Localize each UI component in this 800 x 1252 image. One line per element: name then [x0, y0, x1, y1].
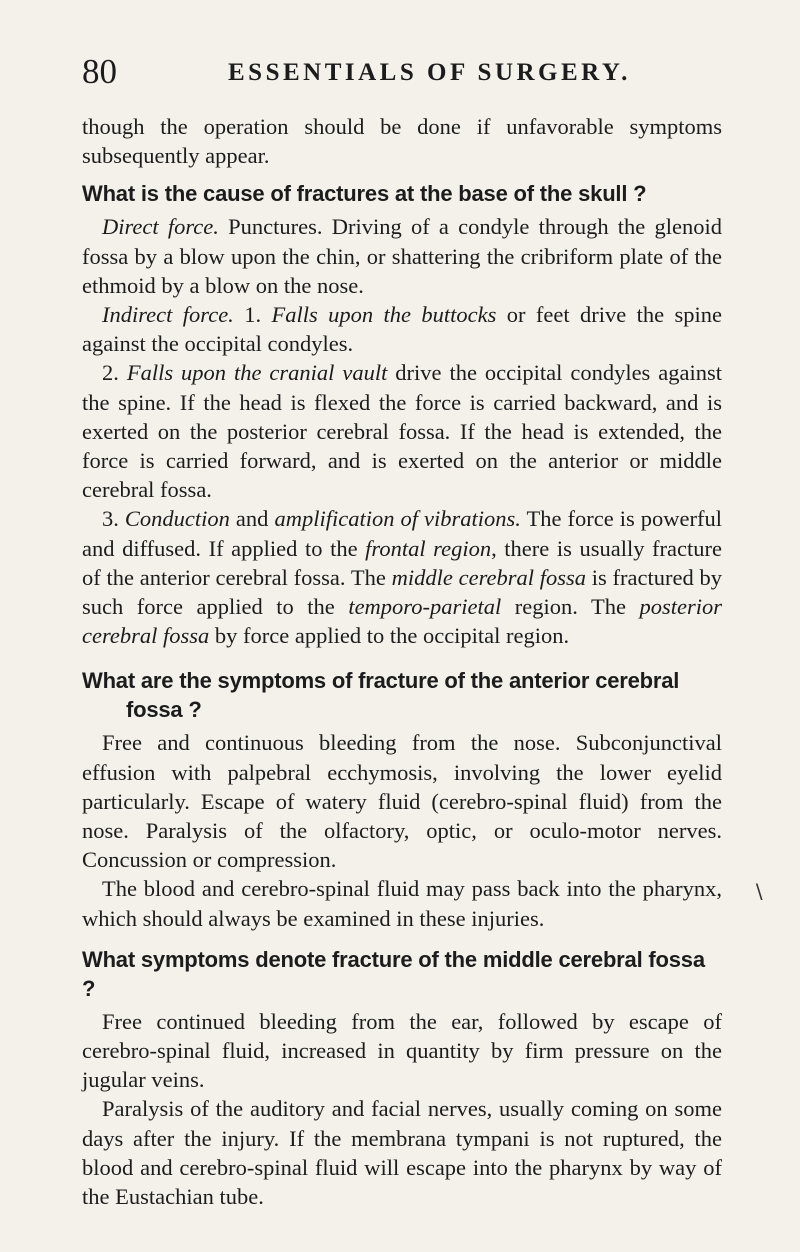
- question-heading-middle-fossa: What symptoms denote fracture of the middle cerebral fossa ?: [82, 946, 705, 1001]
- body-text: The force is powerful and diffused. If applied to the: [82, 506, 723, 561]
- body-text: , there is usually fracture of the anterior cerebral fossa. The: [82, 535, 722, 590]
- page-body: [82, 112, 722, 1211]
- emphasis-text: frontal region: [365, 535, 492, 561]
- emphasis-text: temporo-parietal: [348, 594, 502, 620]
- item-number: 2.: [102, 360, 127, 386]
- paragraph-pharynx: The blood and cerebro-spinal fluid may pass back into the pharynx, which should always be examined in these injuries.: [82, 876, 722, 931]
- indirect-force-text: or feet drive the spine against the occipital condyles.: [82, 302, 722, 357]
- paragraph-paralysis: Paralysis of the auditory and facial nerves, usually coming on some days after the injury. If the membrana tympani is not ruptured, the blood and cerebro-spinal fluid will escape into the pharynx by way of the Eustachian tube.: [82, 1096, 722, 1210]
- question-heading-anterior-fossa: [82, 666, 722, 724]
- body-text: region. The: [501, 594, 640, 620]
- paragraph-conduction: [82, 504, 722, 650]
- cranial-vault-text: drive the occipital condyles against the spine. If the head is flexed the force is carried backward, and is exerted on the posterior cerebral fossa. If the head is extended, the force is carried forward, and is exerted on the anterior or middle cerebral fossa.: [82, 360, 722, 503]
- page-header: [82, 52, 722, 92]
- label-direct-force: Direct force.: [102, 214, 219, 240]
- paragraph-cranial-vault: [82, 358, 722, 504]
- running-head: ESSENTIALS OF SURGERY.: [228, 59, 631, 86]
- body-text: is fractured by such force applied to the: [82, 564, 722, 620]
- paragraph-anterior-symptoms: Free and continuous bleeding from the nose. Subconjunctival effusion with palpebral ecchymosis, involving the lower eyelid particularly. Escape of watery fluid (cerebro-spinal fluid) from the nose. Paralysis of the olfactory, optic, or oculo-motor nerves. Concussion or compression.: [82, 730, 722, 873]
- paragraph-direct-force: [82, 212, 722, 300]
- page-number: 80: [82, 52, 117, 91]
- paragraph-middle-symptoms: Free continued bleeding from the ear, followed by escape of cerebro-spinal fluid, increased in quantity by firm pressure on the jugular veins.: [82, 1008, 722, 1093]
- question-heading-skull-base: What is the cause of fractures at the base of the skull ?: [82, 181, 647, 207]
- emphasis-text: amplification of vibrations.: [274, 506, 521, 532]
- emphasis-text: posterior cerebral fossa: [82, 594, 722, 649]
- body-text: and: [229, 506, 275, 532]
- paragraph-indirect-force: [82, 300, 722, 358]
- continuation-paragraph: though the operation should be done if unfavorable symptoms subsequently appear.: [82, 114, 722, 169]
- emphasis-text: Falls upon the buttocks: [271, 302, 497, 328]
- body-text: by force applied to the occipital region.: [209, 623, 570, 649]
- margin-mark-icon: ∖: [752, 882, 765, 904]
- emphasis-text: Falls upon the cranial vault: [126, 360, 388, 386]
- label-indirect-force: Indirect force.: [102, 302, 234, 328]
- heading-line: fossa ?: [126, 697, 202, 723]
- item-number: 3.: [102, 506, 125, 532]
- item-number: 1.: [233, 302, 272, 328]
- emphasis-text: middle cerebral fossa: [391, 564, 587, 590]
- direct-force-text: Punctures. Driving of a condyle through the glenoid fossa by a blow upon the chin, or shattering the cribriform plate of the ethmoid by a blow on the nose.: [82, 214, 723, 298]
- heading-line: What are the symptoms of fracture of the anterior cerebral: [82, 668, 680, 694]
- emphasis-text: Conduction: [124, 506, 230, 532]
